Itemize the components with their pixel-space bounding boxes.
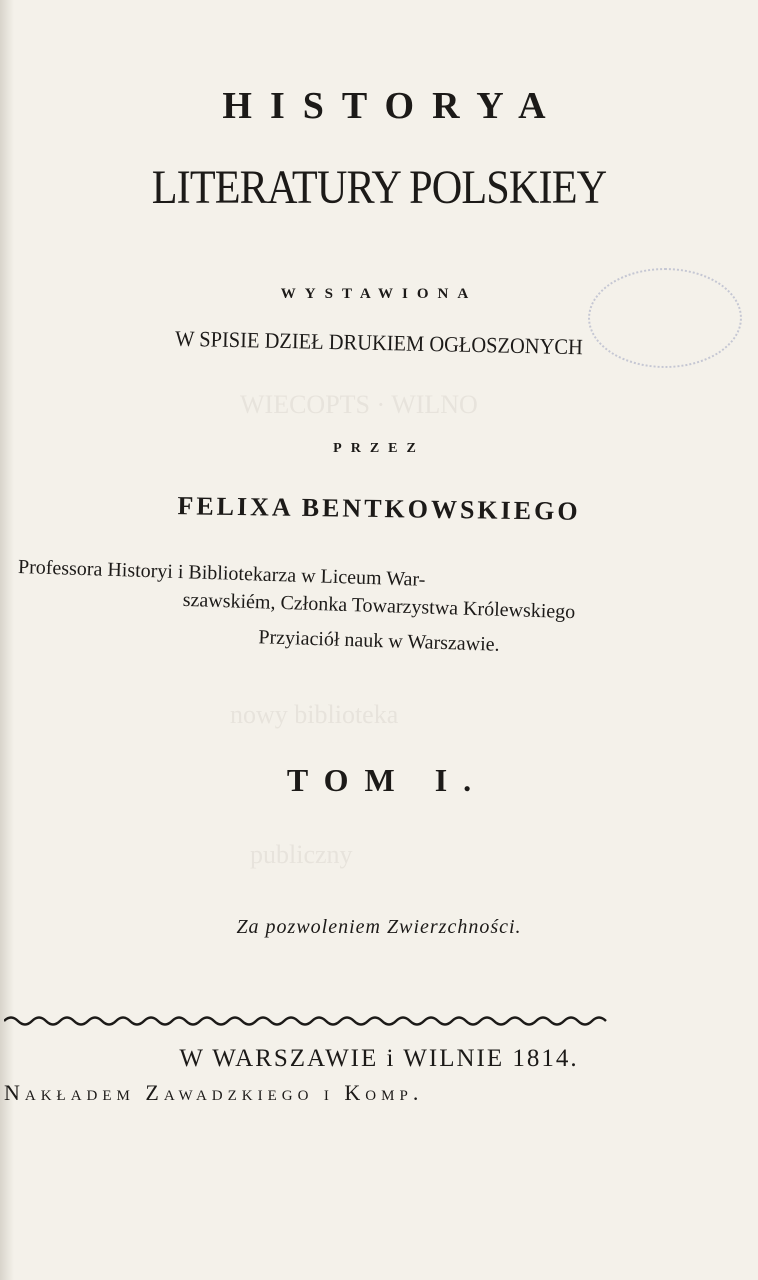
bleed-through-text: nowy biblioteka [230, 700, 399, 729]
bleed-through-text: publiczny [250, 840, 353, 869]
title-literatury-polskiey: LITERATURY POLSKIEY [151, 161, 607, 214]
permission-note: Za pozwoleniem Zwierzchności. [236, 916, 522, 938]
subtitle-wystawiona: WYSTAWIONA [280, 286, 478, 302]
imprint-publisher: Nakładem Zawadzkiego i Komp. [4, 1080, 424, 1105]
author-description-line3: Przyiaciół nauk w Warszawie. [258, 626, 500, 656]
volume-number: TOM I. [286, 762, 488, 798]
decorative-wavy-rule [4, 1010, 608, 1032]
title-historya: HISTORYA [222, 85, 564, 127]
by-przez: PRZEZ [333, 441, 425, 456]
author-description-line1: Professora Historyi i Bibliotekarza w Liceum War- [17, 556, 426, 591]
author-name: FELIXA BENTKOWSKIEGO [177, 491, 581, 526]
bleed-through-text: WIECOPTS · WILNO [240, 390, 478, 419]
author-description-line2: szawskiém, Członka Towarzystwa Królewskiego [182, 588, 576, 624]
subtitle-spis-dziel: W SPISIE DZIEŁ DRUKIEM OGŁOSZONYCH [174, 325, 584, 360]
imprint-place-year: W WARSZAWIE i WILNIE 1814. [179, 1045, 579, 1072]
